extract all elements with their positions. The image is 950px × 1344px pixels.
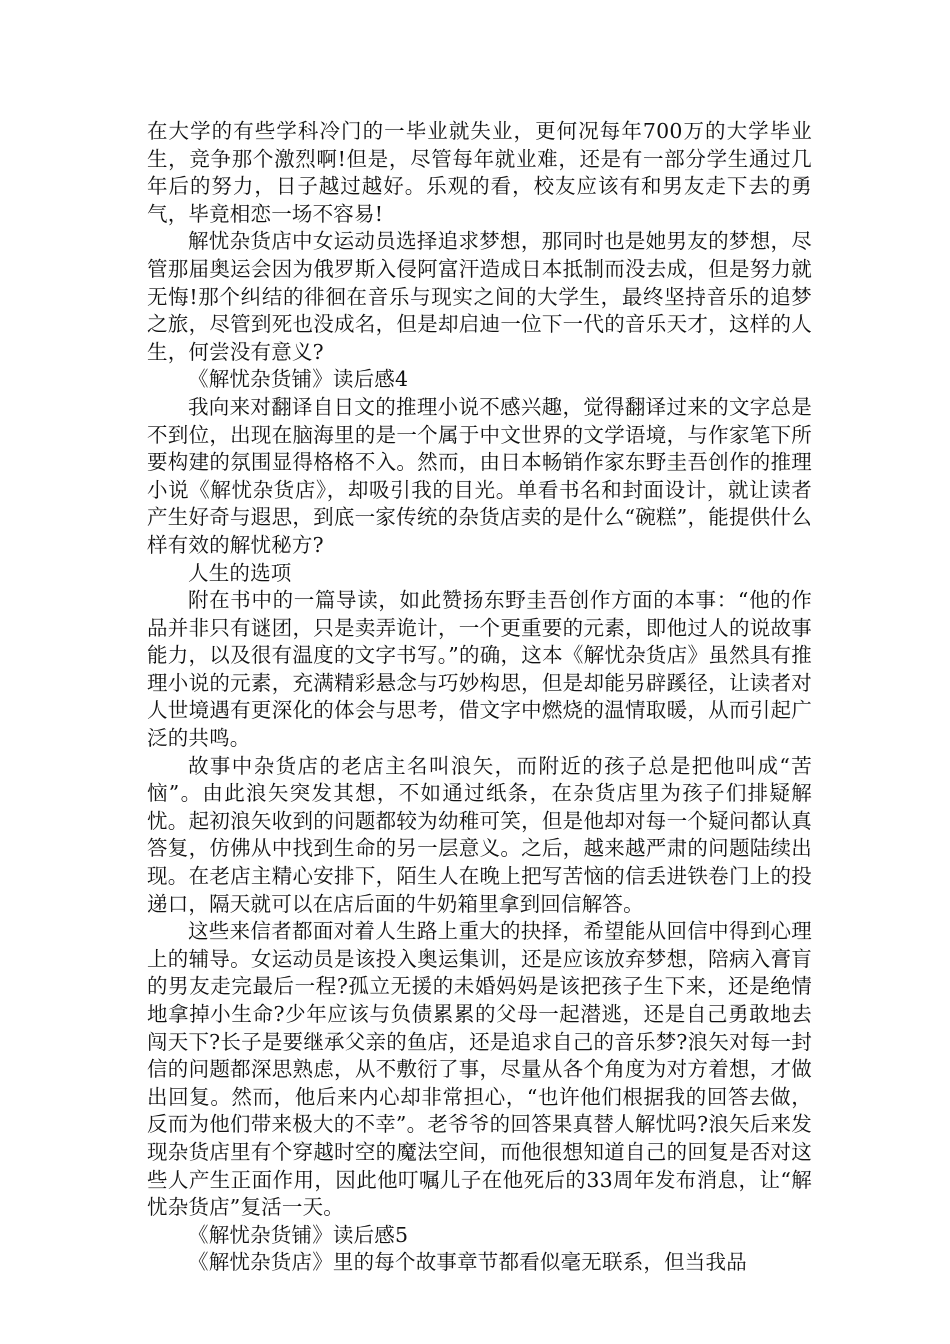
paragraph-guide-reading: 附在书中的一篇导读，如此赞扬东野圭吾创作方面的本事：“他的作品并非只有谜团，只是卖弄诡计，一个更重要的元素，即他过人的说故事能力，以及很有温度的文字书写。”的确，这本《解忧杂货店》虽然具有推理小说的元素，充满精彩悬念与巧妙构思，但是却能另辟蹊径，让读者对人世境遇有更深化的体会与思考，借文字中燃烧的温情取暖，从而引起广泛的共鸣。 bbox=[147, 588, 812, 751]
paragraph-store-owner: 故事中杂货店的老店主名叫浪矢，而附近的孩子总是把他叫成“苦恼”。由此浪矢突发其想，不如通过纸条，在杂货店里为孩子们排疑解忧。起初浪矢收到的问题都较为幼稚可笑，但是他却对每一个疑问都认真答复，仿佛从中找到生命的另一层意义。之后，越来越严肃的问题陆续出现。在老店主精心安排下，陌生人在晚上把写苦恼的信丢进铁卷门上的投递口，隔天就可以在店后面的牛奶箱里拿到回信解答。 bbox=[147, 753, 812, 916]
paragraph-athlete-dream: 解忧杂货店中女运动员选择追求梦想，那同时也是她男友的梦想，尽管那届奥运会因为俄罗斯入侵阿富汗造成日本抵制而没去成，但是努力就无悔!那个纠结的徘徊在音乐与现实之间的大学生，最终坚持音乐的追梦之旅，尽管到死也没成名，但是却启迪一位下一代的音乐天才，这样的人生，何尝没有意义? bbox=[147, 229, 812, 364]
paragraph-intro-continued: 在大学的有些学科冷门的一毕业就失业，更何况每年700万的大学毕业生，竞争那个激烈啊!但是，尽管每年就业难，还是有一部分学生通过几年后的努力，日子越过越好。乐观的看，校友应该有和男友走下去的勇气，毕竟相恋一场不容易! bbox=[147, 119, 812, 226]
section-heading-review-5: 《解忧杂货铺》读后感5 bbox=[188, 1222, 409, 1247]
section-heading-life-choices: 人生的选项 bbox=[188, 560, 292, 585]
paragraph-translation-opinion: 我向来对翻译自日文的推理小说不感兴趣，觉得翻译过来的文字总是不到位，出现在脑海里的是一个属于中文世界的文学语境，与作家笔下所要构建的氛围显得格格不入。然而，由日本畅销作家东野圭吾创作的推理小说《解忧杂货店》，却吸引我的目光。单看书名和封面设计，就让读者产生好奇与遐思，到底一家传统的杂货店卖的是什么“碗糕”，能提供什么样有效的解忧秘方? bbox=[147, 394, 812, 557]
paragraph-letter-writers: 这些来信者都面对着人生路上重大的抉择，希望能从回信中得到心理上的辅导。女运动员是该投入奥运集训，还是应该放弃梦想，陪病入膏肓的男友走完最后一程?孤立无援的未婚妈妈是该把孩子生下来，还是绝情地拿掉小生命?少年应该与负债累累的父母一起潜逃，还是自己勇敢地去闯天下?长子是要继承父亲的鱼店，还是追求自己的音乐梦?浪矢对每一封信的问题都深思熟虑，从不敷衍了事，尽量从各个角度为对方着想，才做出回复。然而，他后来内心却非常担心，“也许他们根据我的回答去做，反而为他们带来极大的不幸”。老爷爷的回答果真替人解忧吗?浪矢后来发现杂货店里有个穿越时空的魔法空间，而他很想知道自己的回复是否对这些人产生正面作用，因此他叮嘱儿子在他死后的33周年发布消息，让“解忧杂货店”复活一天。 bbox=[147, 919, 812, 1220]
paragraph-story-chapters: 《解忧杂货店》里的每个故事章节都看似毫无联系，但当我品 bbox=[188, 1250, 747, 1275]
document-page bbox=[147, 118, 812, 1277]
section-heading-review-4: 《解忧杂货铺》读后感4 bbox=[188, 367, 409, 392]
